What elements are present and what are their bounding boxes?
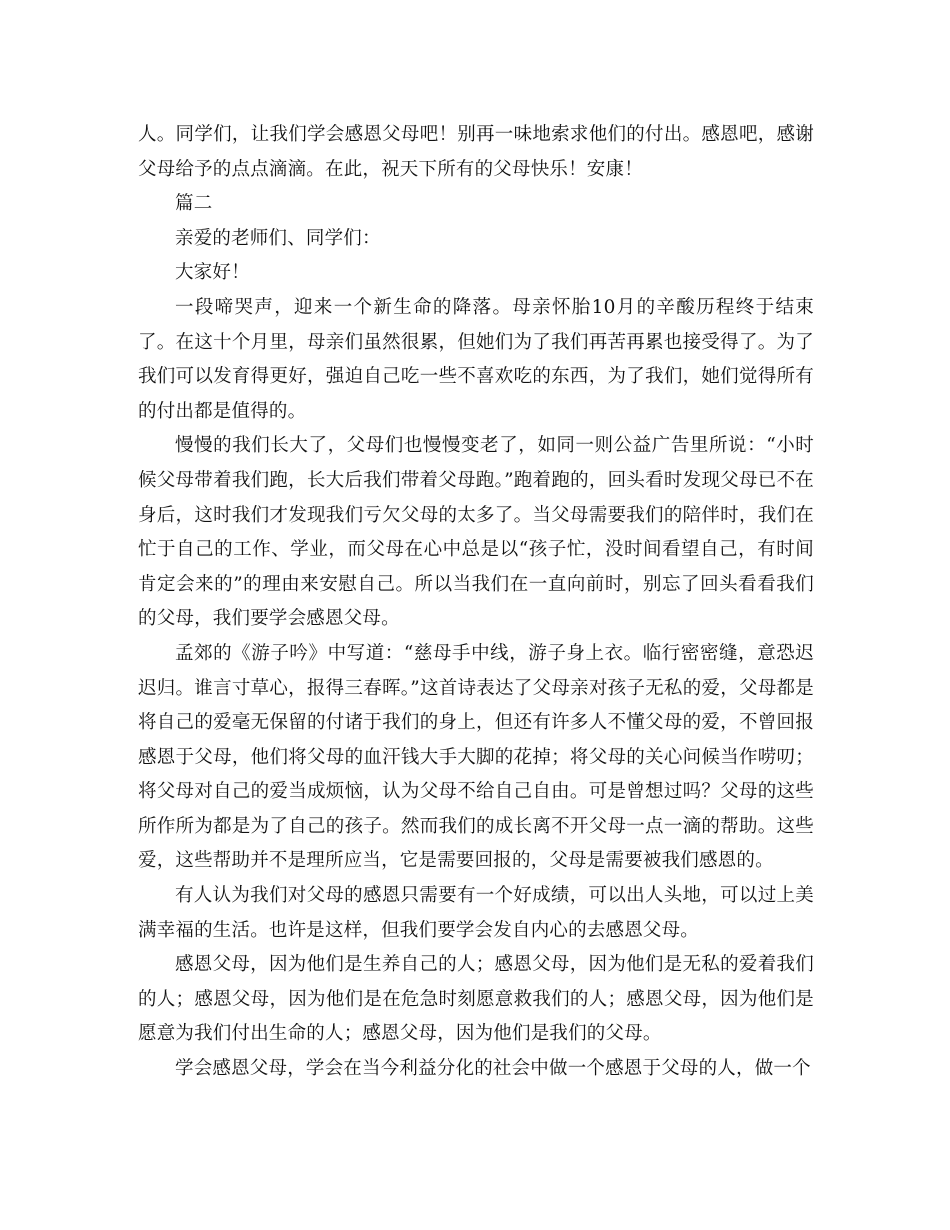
paragraph: 孟郊的《游子吟》中写道：“慈母手中线，游子身上衣。临行密密缝，意恐迟迟归。谁言寸草心，报得三春晖。”这首诗表达了父母亲对孩子无私的爱，父母都是将自己的爱毫无保留的付诸于我们的身上，但还有许多人不懂父母的爱，不曾回报感恩于父母，他们将父母的血汗钱大手大脚的花掉；将父母的关心问候当作唠叨；将父母对自己的爱当成烦恼，认为父母不给自己自由。可是曾想过吗？父母的这些所作所为都是为了自己的孩子。然而我们的成长离不开父母一点一滴的帮助。这些爱，这些帮助并不是理所应当，它是需要回报的，父母是需要被我们感恩的。: [138, 642, 814, 872]
document-page: [138, 118, 814, 1087]
paragraph-continuation: 人。同学们，让我们学会感恩父母吧！别再一味地索求他们的付出。感恩吧，感谢父母给予的点点滴滴。在此，祝天下所有的父母快乐！安康！: [138, 124, 814, 180]
salutation: 亲爱的老师们、同学们：: [175, 227, 381, 249]
paragraph-truncated: 学会感恩父母，学会在当今利益分化的社会中做一个感恩于父母的人，做一个: [175, 1058, 811, 1080]
paragraph: 有人认为我们对父母的感恩只需要有一个好成绩，可以出人头地，可以过上美满幸福的生活。也许是这样，但我们要学会发自内心的去感恩父母。: [138, 885, 814, 941]
paragraph: 一段啼哭声，迎来一个新生命的降落。母亲怀胎10月的辛酸历程终于结束了。在这十个月里，母亲们虽然很累，但她们为了我们再苦再累也接受得了。为了我们可以发育得更好，强迫自己吃一些不喜欢吃的东西，为了我们，她们觉得所有的付出都是值得的。: [138, 296, 814, 422]
paragraph: 感恩父母，因为他们是生养自己的人；感恩父母，因为他们是无私的爱着我们的人；感恩父母，因为他们是在危急时刻愿意救我们的人；感恩父母，因为他们是愿意为我们付出生命的人；感恩父母，因为他们是我们的父母。: [138, 954, 814, 1045]
greeting: 大家好！: [175, 262, 250, 284]
paragraph: 慢慢的我们长大了，父母们也慢慢变老了，如同一则公益广告里所说：“小时候父母带着我们跑，长大后我们带着父母跑。”跑着跑的，回头看时发现父母已不在身后，这时我们才发现我们亏欠父母的太多了。当父母需要我们的陪伴时，我们在忙于自己的工作、学业，而父母在心中总是以“孩子忙，没时间看望自己，有时间肯定会来的”的理由来安慰自己。所以当我们在一直向前时，别忘了回头看看我们的父母，我们要学会感恩父母。: [138, 435, 814, 630]
section-heading: 篇二: [175, 193, 213, 215]
